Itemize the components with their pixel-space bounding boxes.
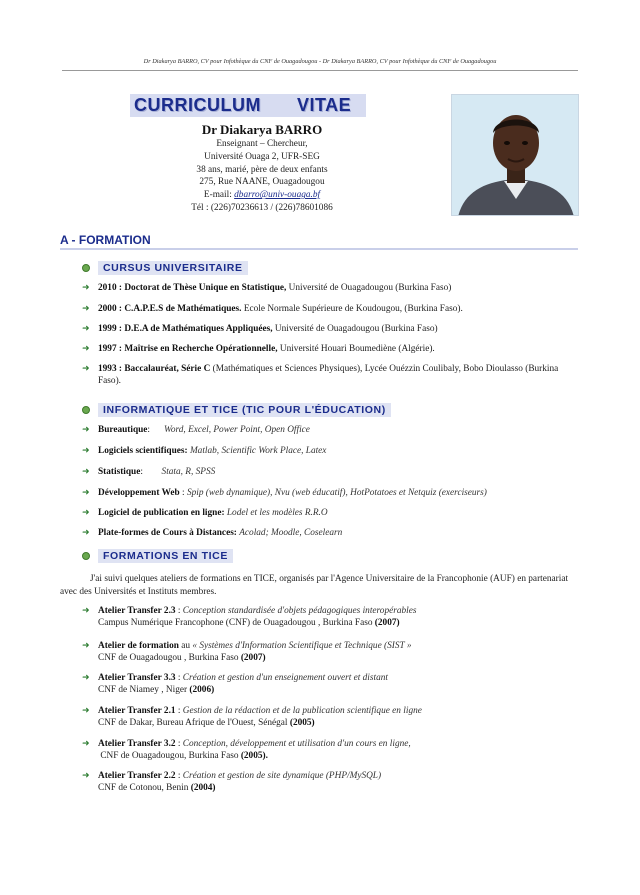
header-rule	[62, 70, 578, 71]
person-name: Dr Diakarya BARRO	[201, 122, 323, 137]
arrow-icon: ➜	[82, 641, 90, 651]
arrow-icon: ➜	[82, 364, 90, 374]
profile-photo	[451, 94, 579, 216]
person-address: 275, Rue NAANE, Ouagadougou	[199, 177, 325, 188]
list-item: ➜ Bureautique: Word, Excel, Power Point, Open Office	[82, 425, 310, 435]
arrow-icon: ➜	[82, 324, 90, 334]
list-item: ➜ Atelier Transfer 2.3 : Conception standardisée d'objets pédagogiques interopérables Campus Numérique Francophone (CNF) de Ouagadougou , Burkina Faso (2007)	[82, 606, 417, 628]
person-role: Enseignant – Chercheur,	[216, 139, 308, 149]
list-item: ➜ Atelier Transfer 2.2 : Création et gestion de site dynamique (PHP/MySQL) CNF de Cotonou, Benin (2004)	[82, 771, 382, 793]
list-item: ➜ Atelier Transfer 2.1 : Gestion de la rédaction et de la publication scientifique en ligne CNF de Dakar, Bureau Afrique de l'Ouest, Sénégal (2005)	[82, 706, 422, 728]
arrow-icon: ➜	[82, 488, 90, 498]
portrait-illustration	[452, 95, 579, 216]
email-label: E-mail:	[203, 190, 235, 201]
green-bullet-icon	[82, 406, 90, 414]
person-email-line	[130, 189, 394, 202]
email-link[interactable]: dbarro@univ-ouaga.bf	[234, 190, 321, 201]
list-item: ➜ 1993 : Baccalauréat, Série C (Mathématiques et Sciences Physiques), Lycée Ouézzin Coulibaly, Bobo Dioulasso (Burkina Faso).	[82, 364, 559, 386]
list-item: ➜ Logiciel de publication en ligne: Lodel et les modèles R.R.O	[82, 508, 328, 518]
arrow-icon: ➜	[82, 467, 90, 477]
arrow-icon: ➜	[82, 425, 90, 435]
arrow-icon: ➜	[82, 344, 90, 354]
arrow-icon: ➜	[82, 673, 90, 683]
green-bullet-icon	[82, 264, 90, 272]
arrow-icon: ➜	[82, 606, 90, 616]
list-item: ➜ 1997 : Maîtrise en Recherche Opérationnelle, Université Houari Boumediène (Algérie).	[82, 344, 435, 354]
person-phone: Tél : (226)70236613 / (226)78601086	[191, 202, 333, 213]
cv-title	[130, 94, 366, 117]
cv-title-word2: VITAE	[296, 95, 352, 115]
arrow-icon: ➜	[82, 304, 90, 314]
arrow-icon: ➜	[82, 508, 90, 518]
subsection-cursus-title: CURSUS UNIVERSITAIRE	[98, 261, 248, 275]
running-header: Dr Diakarya BARRO, CV pour Infothèque du CNF de Ouagadougou - Dr Diakarya BARRO, CV pour Infothèque du CNF de Ouagadougou	[143, 58, 497, 65]
arrow-icon: ➜	[82, 706, 90, 716]
list-item: ➜ 2010 : Doctorat de Thèse Unique en Statistique, Université de Ouagadougou (Burkina Faso)	[82, 283, 452, 293]
arrow-icon: ➜	[82, 446, 90, 456]
section-formation-title: A - FORMATION	[60, 233, 151, 247]
person-family: 38 ans, marié, père de deux enfants	[196, 164, 328, 175]
identity-block	[130, 122, 394, 215]
list-item: ➜ 1999 : D.E.A de Mathématiques Appliquées, Université de Ouagadougou (Burkina Faso)	[82, 324, 438, 334]
person-university: Université Ouaga 2, UFR-SEG	[204, 151, 320, 162]
subsection-informatique-title: INFORMATIQUE ET TICE (TIC POUR L'ÉDUCATION)	[98, 403, 391, 417]
cv-title-word1: CURRICULUM	[134, 95, 261, 115]
list-item: ➜ Plate-formes de Cours à Distances: Acolad; Moodle, Coselearn	[82, 528, 343, 538]
list-item: ➜ Atelier Transfer 3.3 : Création et gestion d'un enseignement ouvert et distant CNF de Niamey , Niger (2006)	[82, 673, 388, 695]
green-bullet-icon	[82, 552, 90, 560]
list-item: ➜ Atelier de formation au « Systèmes d'Information Scientifique et Technique (SIST » CNF de Ouagadougou , Burkina Faso (2007)	[82, 641, 412, 663]
tice-intro: J'ai suivi quelques ateliers de formations en TICE, organisés par l'Agence Universitaire de la Francophonie (AUF) en partenariat avec des Universités et Instituts membres.	[60, 574, 569, 597]
list-item: ➜ Logiciels scientifiques: Matlab, Scientific Work Place, Latex	[82, 446, 327, 456]
subsection-tice	[82, 549, 233, 563]
section-divider	[60, 248, 578, 250]
arrow-icon: ➜	[82, 528, 90, 538]
subsection-cursus	[82, 261, 248, 275]
list-item: ➜ Statistique: Stata, R, SPSS	[82, 467, 216, 477]
list-item: ➜ Atelier Transfer 3.2 : Conception, développement et utilisation d'un cours en ligne, CNF de Ouagadougou, Burkina Faso (2005).	[82, 739, 411, 761]
arrow-icon: ➜	[82, 771, 90, 781]
list-item: ➜ Développement Web : Spip (web dynamique), Nvu (web éducatif), HotPotatoes et Netquiz (exerciseurs)	[82, 488, 487, 498]
list-item: ➜ 2000 : C.A.P.E.S de Mathématiques. Ecole Normale Supérieure de Koudougou, (Burkina Faso).	[82, 304, 463, 314]
subsection-informatique	[82, 403, 391, 417]
arrow-icon: ➜	[82, 283, 90, 293]
subsection-tice-title: FORMATIONS EN TICE	[98, 549, 233, 563]
arrow-icon: ➜	[82, 739, 90, 749]
